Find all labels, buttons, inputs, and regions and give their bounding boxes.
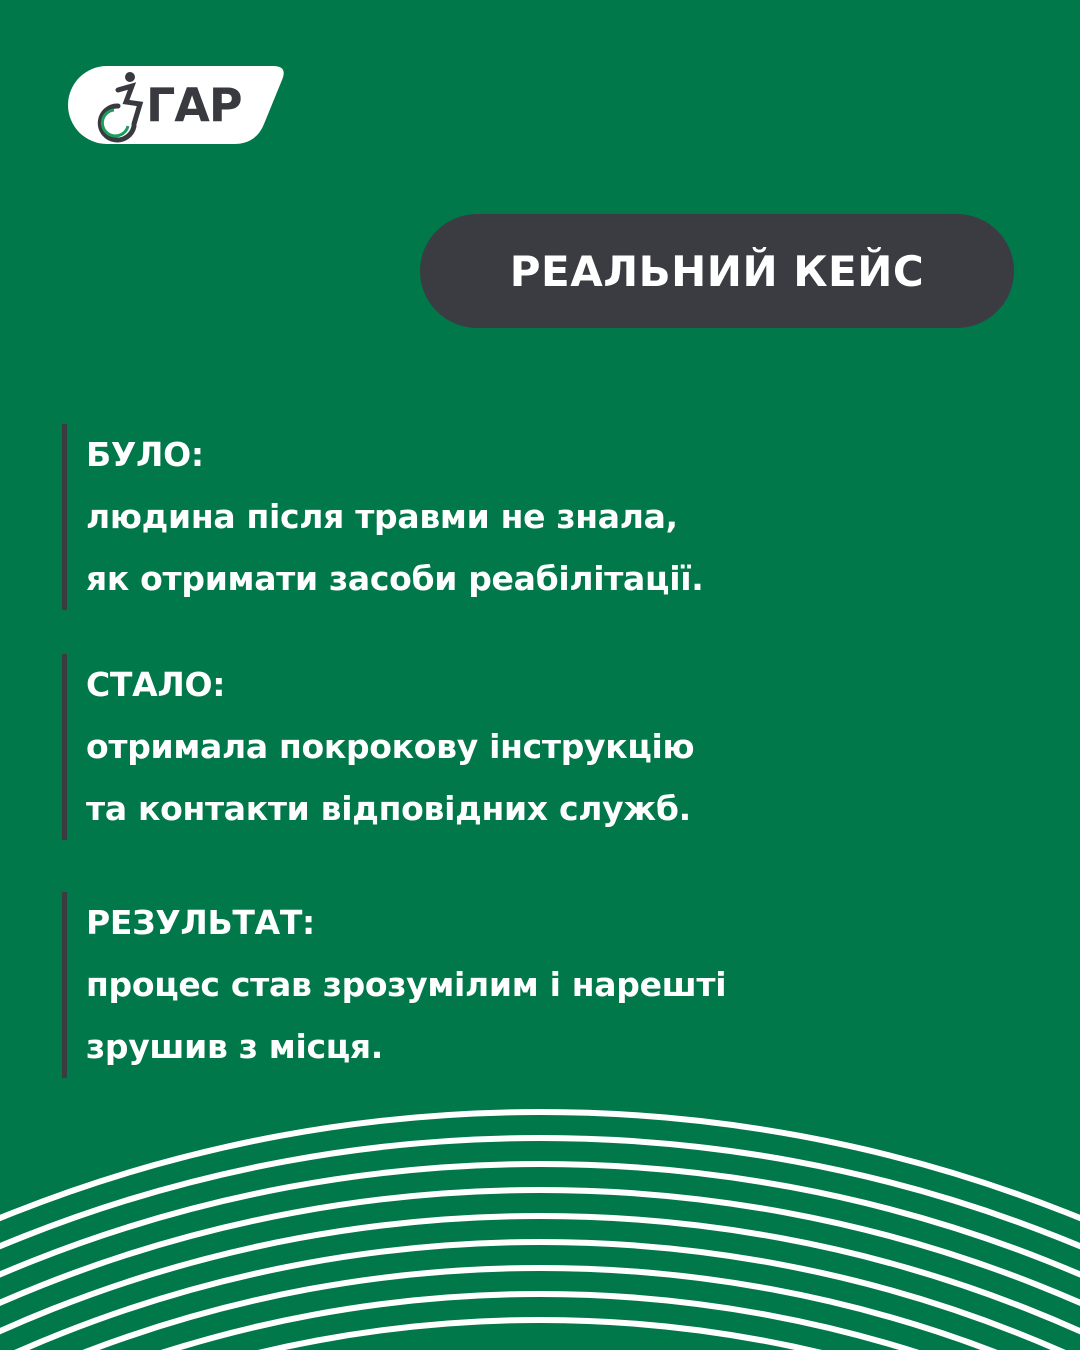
badge-label: РЕАЛЬНИЙ КЕЙС — [509, 246, 925, 296]
result-text-line-2: зрушив з місця. — [86, 1027, 384, 1066]
before-heading: БУЛО: — [86, 435, 204, 474]
decorative-arc — [0, 1112, 1080, 1350]
after-text-line-2: та контакти відповідних служб. — [86, 789, 691, 828]
decorative-arc — [0, 1268, 1080, 1350]
result-heading: РЕЗУЛЬТАТ: — [86, 903, 315, 942]
logo-text: ГАР — [146, 78, 242, 132]
before-text-line-2: як отримати засоби реабілітації. — [86, 559, 704, 598]
after-heading: СТАЛО: — [86, 665, 226, 704]
decorative-arc — [0, 1216, 1080, 1350]
after-text-line-1: отримала покрокову інструкцію — [86, 727, 695, 766]
before-text-line-1: людина після травми не знала, — [86, 497, 678, 536]
result-text-line-1: процес став зрозумілим і нарешті — [86, 965, 727, 1004]
